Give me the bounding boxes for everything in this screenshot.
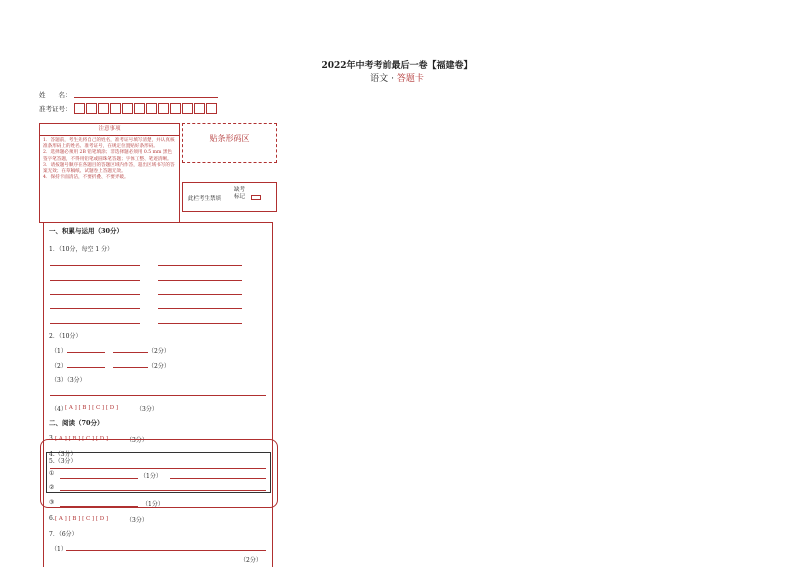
q5-line[interactable] (50, 468, 266, 469)
subject-label: 语文 (370, 74, 389, 84)
exam-id-boxes[interactable] (74, 103, 220, 115)
notice-item: 4．保持卡面清洁，不要折叠、不要弄破。 (43, 175, 129, 181)
absent-box (182, 182, 277, 212)
q1-blank[interactable] (50, 308, 140, 309)
exam-id-digit-box[interactable] (134, 103, 145, 114)
exam-id-digit-box[interactable] (170, 103, 181, 114)
barcode-label: 贴条形码区 (209, 134, 250, 143)
q1-blank[interactable] (158, 294, 242, 295)
q2-3-label: （3）（3分） (51, 377, 86, 384)
q3-num: 3. (49, 435, 55, 442)
q2-4-score: （3分） (136, 406, 158, 413)
q1-blank[interactable] (50, 280, 140, 281)
q6-num: 6. (49, 515, 55, 522)
page-title: 2022年中考考前最后一卷【福建卷】 (321, 61, 473, 71)
q1-blank[interactable] (158, 280, 242, 281)
question-4-label: 4.（3分） (49, 451, 77, 458)
q1-blank[interactable] (50, 265, 140, 266)
notice-item: 2．选择题必须用 2B 铅笔填涂；非选择题必须用 0.5 mm 黑色签字笔答题，不得用铅笔或圆珠笔答题；字体工整、笔迹清晰。 (43, 150, 173, 162)
q5-c-blank[interactable] (60, 506, 138, 507)
exam-id-digit-box[interactable] (122, 103, 133, 114)
q2-2-num: （2） (51, 363, 67, 370)
q7-1-line[interactable] (66, 550, 266, 551)
q2-1-blank[interactable] (67, 352, 105, 353)
absent-label: 此栏考生禁填 (188, 196, 222, 202)
question-5-label: 5.（3分） (49, 458, 77, 465)
notice-heading: 注意事项 (40, 124, 179, 136)
exam-id-digit-box[interactable] (98, 103, 109, 114)
q2-3-line[interactable] (50, 395, 266, 396)
answer-sheet-label: 答题卡 (396, 74, 424, 84)
separator-dot: · (391, 74, 394, 84)
exam-id-digit-box[interactable] (182, 103, 193, 114)
name-field[interactable] (74, 97, 218, 98)
q7-1-score: （2分） (240, 557, 262, 564)
q7-1-num: （1） (51, 546, 67, 553)
exam-id-digit-box[interactable] (194, 103, 205, 114)
question-2-label: 2．（10分） (49, 333, 82, 340)
q2-1-score: （2分） (148, 348, 170, 355)
q1-blank[interactable] (50, 323, 140, 324)
section-2-title: 二、阅读（70分） (49, 419, 104, 427)
q2-4-options[interactable]: [ A ] [ B ] [ C ] [ D ] (65, 404, 119, 411)
q2-1-num: （1） (51, 348, 67, 355)
q1-blank[interactable] (158, 265, 242, 266)
q2-2-blank[interactable] (113, 367, 148, 368)
notice-box (39, 123, 180, 223)
q1-blank[interactable] (158, 323, 242, 324)
q5-c-score: （1分） (142, 501, 164, 508)
q1-blank[interactable] (50, 294, 140, 295)
q2-4-num: （4） (51, 406, 67, 413)
question-1-label: 1．（10分，每空 1 分） (49, 246, 114, 253)
exam-id-digit-box[interactable] (74, 103, 85, 114)
q3-score: （3分） (126, 437, 148, 444)
notice-item: 1．答题前，考生先将自己的姓名，准考证号填写清楚，并认真核准条形码上的姓名、准考证号，在规定位置贴好条形码。 (43, 138, 175, 150)
exam-id-digit-box[interactable] (86, 103, 97, 114)
exam-id-digit-box[interactable] (158, 103, 169, 114)
q5-a-score: （1分） (140, 473, 162, 480)
q3-options[interactable]: [ A ] [ B ] [ C ] [ D ] (55, 435, 109, 442)
exam-id-label: 准考证号： (39, 105, 72, 113)
barcode-area (182, 123, 277, 163)
q5-b-num: ② (49, 484, 55, 491)
q5-c-num: ③ (49, 499, 55, 506)
absent-mark-label (234, 187, 245, 200)
q5-b-blank[interactable] (60, 490, 266, 491)
q1-blank[interactable] (158, 308, 242, 309)
q5-a-num: ① (49, 470, 55, 477)
exam-id-digit-box[interactable] (146, 103, 157, 114)
absent-mark-box[interactable] (251, 195, 261, 200)
q2-1-blank[interactable] (113, 352, 148, 353)
page-subtitle (0, 71, 794, 84)
q5-a-line[interactable] (170, 478, 266, 479)
section-1-title: 一、积累与运用（30分） (49, 227, 124, 235)
notice-item: 3．请按题号顺序在各题目的答题区域内作答，超出区域书写的答案无效；在草稿纸、试题卷上答题无效。 (43, 162, 175, 175)
absent-mark-label-1: 缺考 (234, 187, 246, 193)
q5-a-blank[interactable] (60, 478, 138, 479)
question-7-label: 7．（6分） (49, 531, 78, 538)
absent-mark-label-2: 标记 (234, 193, 246, 200)
name-label: 姓 名： (39, 91, 72, 99)
q6-options[interactable]: [ A ] [ B ] [ C ] [ D ] (55, 515, 109, 522)
exam-id-digit-box[interactable] (206, 103, 217, 114)
exam-id-digit-box[interactable] (110, 103, 121, 114)
q2-2-score: （2分） (148, 363, 170, 370)
q2-2-blank[interactable] (67, 367, 105, 368)
q6-score: （3分） (126, 517, 148, 524)
